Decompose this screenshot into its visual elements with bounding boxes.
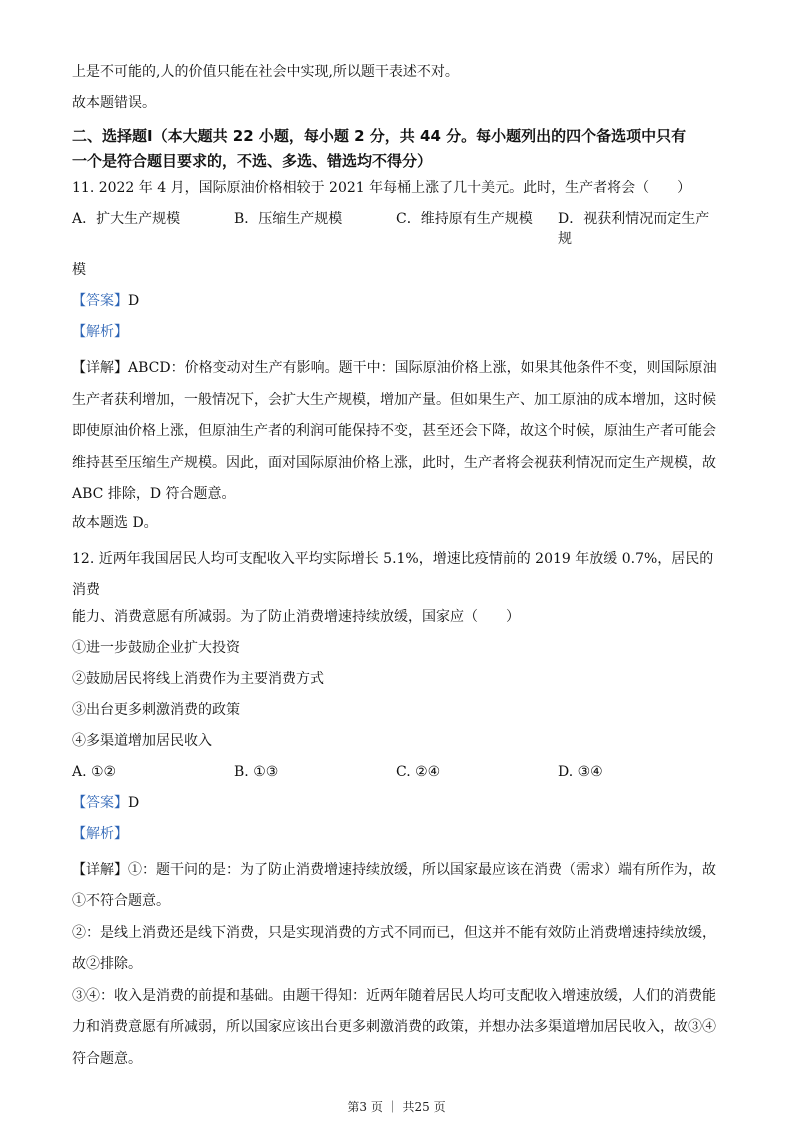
q12-item-2: ②鼓励居民将线上消费作为主要消费方式 xyxy=(72,670,324,687)
q12-detail-p2-line-1: ②：是线上消费还是线下消费，只是实现消费的方式不同而已，但这并不能有效防止消费增速持续放缓， xyxy=(72,924,716,941)
q12-answer-value: D xyxy=(128,794,140,811)
q12-detail-p3-line-1: ③④：收入是消费的前提和基础。由题干得知：近两年随着居民人均可支配收入增速放缓，人们的消费能 xyxy=(72,987,716,1004)
q12-item-1: ①进一步鼓励企业扩大投资 xyxy=(72,639,240,656)
q12-detail-p2-line-2: 故②排除。 xyxy=(72,956,142,972)
detail-tag: 【详解】 xyxy=(72,861,128,878)
answer-tag: 【答案】 xyxy=(72,794,128,811)
q11-answer xyxy=(72,291,722,311)
q12-item-3: ③出台更多刺激消费的政策 xyxy=(72,701,240,718)
section-heading xyxy=(72,124,722,174)
q11-option-d-wrap: 模 xyxy=(72,262,86,278)
q11-option-c: C．维持原有生产规模 xyxy=(396,211,533,227)
q12-stem-line-2: 能力、消费意愿有所减弱。为了防止消费增速持续放缓，国家应（ ） xyxy=(72,608,520,625)
q12-option-b: B. ①③ xyxy=(234,763,279,780)
document-page xyxy=(72,62,722,1075)
q11-detail-line-4: 维持甚至压缩生产规模。因此，面对国际原油价格上涨，此时，生产者将会视获利情况而定生产规模，故 xyxy=(72,454,716,471)
q11-detail-line-2: 生产者获利增加，一般情况下，会扩大生产规模，增加产量。但如果生产、加工原油的成本增加，这时候 xyxy=(72,391,716,408)
q11-option-a: A．扩大生产规模 xyxy=(72,211,181,227)
q11-detail xyxy=(72,353,722,511)
analysis-tag: 【解析】 xyxy=(72,324,128,340)
q12-item-4: ④多渠道增加居民收入 xyxy=(72,732,212,749)
q12-answer xyxy=(72,793,722,813)
intro-line-2: 故本题错误。 xyxy=(72,95,156,111)
q11-detail-line-3: 即使原油价格上涨，但原油生产者的利润可能保持不变，甚至还会下降，故这个时候，原油生产者可能会 xyxy=(72,423,716,439)
q12-detail-p1-line-2: ①不符合题意。 xyxy=(72,893,170,909)
q11-option-b: B．压缩生产规模 xyxy=(234,211,343,227)
q12-detail-p1-line-1 xyxy=(72,855,722,887)
analysis-tag: 【解析】 xyxy=(72,825,128,842)
section-heading-line-2: 一个是符合题目要求的，不选、多选、错选均不得分） xyxy=(72,152,433,170)
page-footer: 第3 页 ｜ 共25 页 xyxy=(347,1100,446,1114)
detail-tag: 【详解】 xyxy=(72,360,128,376)
intro-line-1: 上是不可能的,人的价值只能在社会中实现,所以题干表述不对。 xyxy=(72,64,459,80)
q11-detail-line-5: ABC 排除，D 符合题意。 xyxy=(72,486,236,502)
q12-stem-line-1: 12. 近两年我国居民人均可支配收入平均实际增长 5.1%，增速比疫情前的 2019 年放缓 0.7%，居民的消费 xyxy=(72,550,714,598)
q11-answer-value: D xyxy=(128,293,140,309)
q12-options xyxy=(72,762,722,782)
q11-stem: 11. 2022 年 4 月，国际原油价格相较于 2021 年每桶上涨了几十美元。此时，生产者将会（ ） xyxy=(72,180,692,196)
q11-analysis xyxy=(72,322,722,342)
q11-conclusion: 故本题选 D。 xyxy=(72,514,158,531)
q12-detail xyxy=(72,855,722,1076)
section-heading-line-1: 二、选择题Ⅰ（本大题共 22 小题，每小题 2 分，共 44 分。每小题列出的四个备选项中只有 xyxy=(72,127,687,145)
q11-detail-text: ABCD：价格变动对生产有影响。题干中：国际原油价格上涨，如果其他条件不变，则国际原油 xyxy=(128,360,717,376)
q12-analysis xyxy=(72,824,722,844)
q11-detail-line-1 xyxy=(72,353,722,385)
q11-options xyxy=(72,209,722,249)
q12-detail-p3-line-3: 符合题意。 xyxy=(72,1050,142,1067)
q12-option-a: A. ①② xyxy=(72,763,117,780)
q12-option-c: C. ②④ xyxy=(396,763,441,780)
q12-option-d: D. ③④ xyxy=(558,763,603,780)
q12-detail-text: ①：题干问的是：为了防止消费增速持续放缓，所以国家最应该在消费（需求）端有所作为，故 xyxy=(128,861,716,878)
answer-tag: 【答案】 xyxy=(72,293,128,309)
q11-option-d: D．视获利情况而定生产规 xyxy=(558,211,710,247)
q12-detail-p3-line-2: 力和消费意愿有所减弱，所以国家应该出台更多刺激消费的政策，并想办法多渠道增加居民收入，故③④ xyxy=(72,1019,716,1035)
